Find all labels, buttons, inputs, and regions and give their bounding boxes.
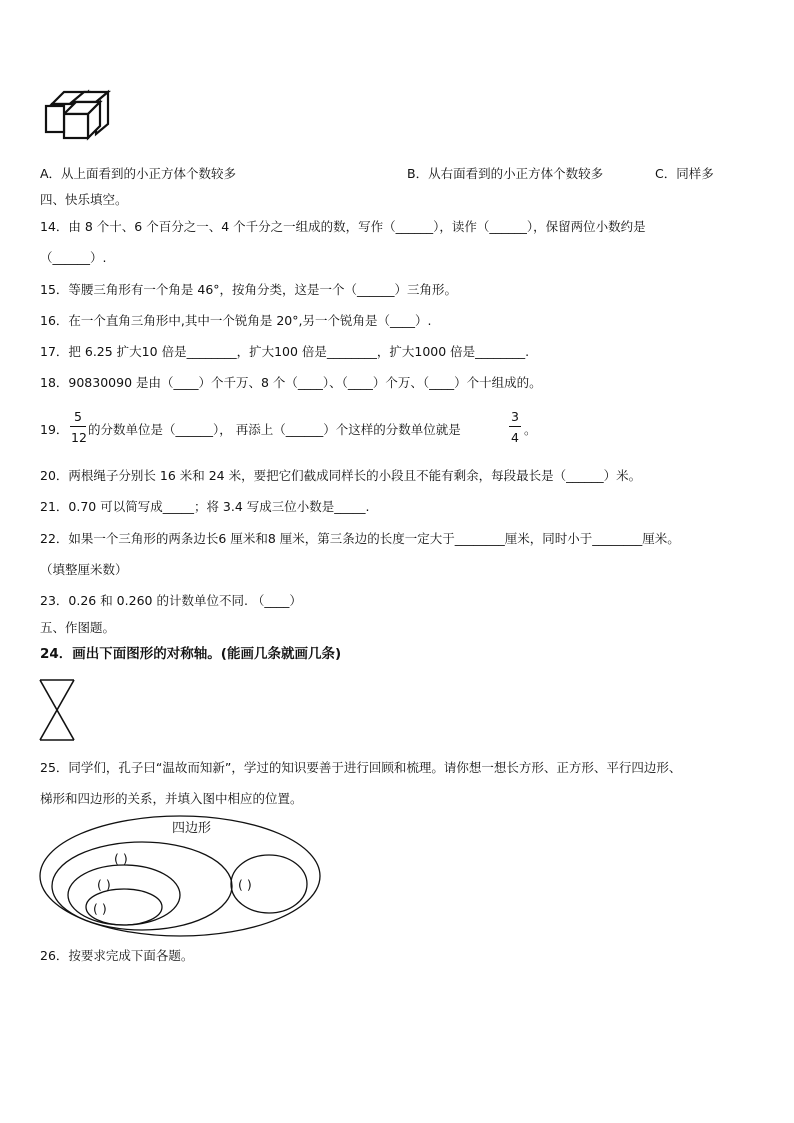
q23: 23．0.26 和 0.260 的计数单位不同. （____） (40, 593, 302, 608)
q25-line-2: 梯形和四边形的关系，并填入图中相应的位置。 (40, 791, 303, 806)
q22-line-2: （填整厘米数） (40, 562, 128, 577)
q13-option-b: B．从右面看到的小正方体个数较多 (407, 166, 604, 181)
q21: 21．0.70 可以简写成_____；将 3.4 写成三位小数是_____. (40, 499, 370, 514)
q13-option-a: A．从上面看到的小正方体个数较多 (40, 166, 237, 181)
q19-text: 的分数单位是（______）， 再添上（______）个这样的分数单位就是 (88, 422, 461, 437)
q19-fraction-2-denominator: 4 (511, 430, 519, 445)
venn-label-quadrilateral: 四边形 (172, 821, 212, 836)
section-5-heading: 五、作图题。 (40, 620, 116, 635)
q19-fraction-2-numerator: 3 (511, 409, 519, 424)
q26: 26．按要求完成下面各题。 (40, 948, 194, 963)
q24: 24．画出下面图形的对称轴。(能画几条就画几条) (40, 646, 342, 662)
q17: 17．把 6.25 扩大10 倍是________，扩大100 倍是________，扩大1000 倍是________. (40, 344, 530, 359)
q19-fraction-1-bar (70, 426, 86, 427)
q15: 15．等腰三角形有一个角是 46°，按角分类，这是一个（______）三角形。 (40, 282, 458, 297)
venn-blank-3: ( ) (93, 901, 107, 916)
q16: 16．在一个直角三角形中,其中一个锐角是 20°,另一个锐角是（____）. (40, 313, 432, 328)
cube-stack-figure (44, 88, 114, 143)
q22-line-1: 22．如果一个三角形的两条边长6 厘米和8 厘米，第三条边的长度一定大于________厘米，同时小于________厘米。 (40, 531, 680, 546)
q18: 18．90830090 是由（____）个千万、8 个（____）、（____）个万、（____）个十组成的。 (40, 375, 542, 390)
venn-blank-2: ( ) (97, 877, 111, 892)
q20: 20．两根绳子分别长 16 米和 24 米，要把它们截成同样长的小段且不能有剩余，每段最长是（______）米。 (40, 468, 642, 483)
q19-fraction-2-bar (509, 426, 521, 427)
q19-fraction-1-numerator: 5 (74, 409, 82, 424)
venn-blank-1: ( ) (114, 851, 128, 866)
q25-line-1: 25．同学们，孔子曰“温故而知新”，学过的知识要善于进行回顾和梳理。请你想一想长方形、正方形、平行四边形、 (40, 760, 682, 775)
hourglass-figure (38, 678, 78, 742)
section-4-heading: 四、快乐填空。 (40, 192, 128, 207)
q14-line-1: 14．由 8 个十、6 个百分之一、4 个千分之一组成的数，写作（______），读作（______），保留两位小数约是 (40, 219, 646, 234)
q19-fraction-1-denominator: 12 (71, 430, 87, 445)
q13-option-c: C．同样多 (655, 166, 714, 181)
venn-blank-4: ( ) (238, 877, 252, 892)
q14-line-2: （______）. (40, 250, 107, 265)
q19-end: 。 (524, 422, 537, 437)
q19-number: 19． (40, 422, 69, 437)
